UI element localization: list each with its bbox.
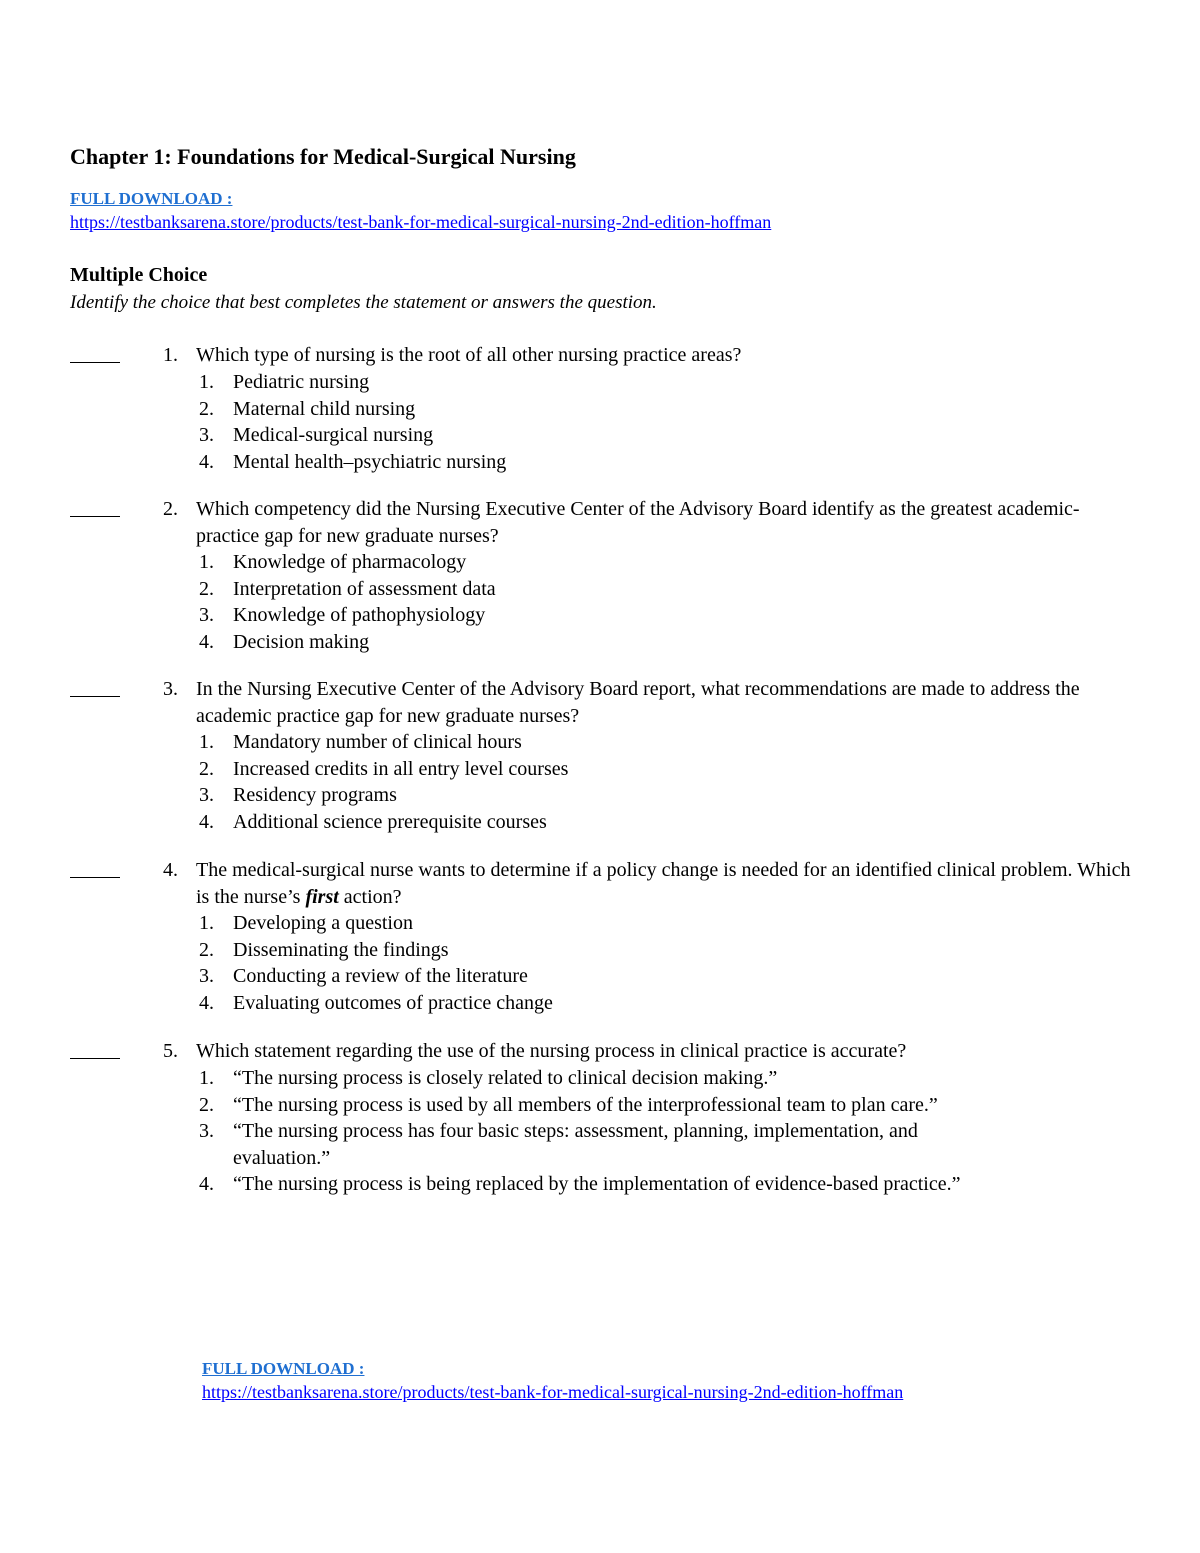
answer-options — [0, 729, 1200, 835]
answer-option — [0, 782, 1200, 809]
option-number: 4. — [199, 1173, 214, 1195]
page-title: Chapter 1: Foundations for Medical-Surgical Nursing — [70, 144, 576, 169]
option-text: “The nursing process is closely related to clinical decision making.” — [233, 1067, 778, 1089]
answer-options — [0, 549, 1200, 655]
answer-option — [0, 963, 1200, 990]
section-heading: Multiple Choice — [70, 264, 208, 286]
answer-blank[interactable] — [70, 362, 120, 363]
option-text: Mental health–psychiatric nursing — [233, 450, 507, 473]
answer-blank[interactable] — [70, 696, 120, 697]
question-stem: Which statement regarding the use of the nursing process in clinical practice is accurate? — [196, 1040, 907, 1062]
option-text: Decision making — [233, 630, 370, 653]
answer-option — [0, 629, 1200, 656]
download-label[interactable]: FULL DOWNLOAD : — [70, 189, 233, 208]
download-block-bottom — [202, 1358, 903, 1404]
option-number: 1. — [199, 912, 214, 934]
option-number: 3. — [199, 424, 214, 446]
option-text: Medical-surgical nursing — [233, 424, 434, 446]
option-number: 2. — [199, 1093, 214, 1116]
option-number: 4. — [199, 630, 214, 653]
question-number: 4. — [163, 859, 178, 881]
option-text: Additional science prerequisite courses — [233, 810, 547, 833]
answer-option — [0, 396, 1200, 423]
stem-emphasis: first — [305, 885, 339, 908]
answer-option — [0, 449, 1200, 476]
answer-option — [0, 1171, 1200, 1198]
option-text: Evaluating outcomes of practice change — [233, 991, 553, 1014]
answer-blank[interactable] — [70, 877, 120, 878]
question-number: 1. — [163, 344, 178, 366]
option-text: Knowledge of pharmacology — [233, 551, 467, 573]
answer-option — [0, 576, 1200, 603]
question-number: 5. — [163, 1040, 178, 1062]
answer-blank[interactable] — [70, 1058, 120, 1059]
option-text: Pediatric nursing — [233, 371, 370, 393]
option-number: 2. — [199, 757, 214, 780]
answer-option — [0, 729, 1200, 756]
option-text: “The nursing process is being replaced by the implementation of evidence-based practice.” — [233, 1173, 961, 1195]
answer-option — [0, 422, 1200, 449]
option-number: 4. — [199, 450, 214, 473]
option-text: Conducting a review of the literature — [233, 965, 528, 987]
question-stem: Which competency did the Nursing Executive Center of the Advisory Board identify as the greatest academic-practice gap for new graduate nurses? — [196, 498, 1080, 547]
option-text: Disseminating the findings — [233, 938, 449, 961]
option-text: Residency programs — [233, 784, 397, 806]
answer-options — [0, 369, 1200, 475]
question-number: 2. — [163, 498, 178, 520]
option-text: Knowledge of pathophysiology — [233, 604, 486, 626]
question-stem — [196, 857, 1136, 910]
answer-option — [0, 937, 1200, 964]
answer-option — [0, 910, 1200, 937]
question-stem: In the Nursing Executive Center of the Advisory Board report, what recommendations are made to address the academic practice gap for new graduate nurses? — [196, 678, 1080, 727]
option-text: Developing a question — [233, 912, 413, 934]
option-number: 3. — [199, 604, 214, 626]
question-stem: Which type of nursing is the root of all other nursing practice areas? — [196, 344, 742, 366]
option-number: 1. — [199, 731, 214, 753]
download-link[interactable]: https://testbanksarena.store/products/test-bank-for-medical-surgical-nursing-2nd-edition-hoffman — [202, 1382, 904, 1402]
option-number: 4. — [199, 991, 214, 1014]
option-number: 1. — [199, 551, 214, 573]
download-label[interactable]: FULL DOWNLOAD : — [202, 1359, 365, 1378]
option-text: “The nursing process has four basic steps: assessment, planning, implementation, and evaluation.” — [233, 1120, 918, 1169]
option-number: 2. — [199, 938, 214, 961]
stem-text: action? — [338, 885, 402, 908]
section-instructions: Identify the choice that best completes the statement or answers the question. — [70, 292, 657, 313]
option-text: Mandatory number of clinical hours — [233, 731, 522, 753]
answer-options — [0, 1065, 1200, 1198]
option-text: Maternal child nursing — [233, 397, 416, 420]
answer-option — [0, 1092, 1200, 1119]
answer-option — [0, 756, 1200, 783]
answer-option — [0, 809, 1200, 836]
download-block-top — [70, 188, 771, 234]
answer-option — [0, 369, 1200, 396]
answer-blank[interactable] — [70, 516, 120, 517]
option-number: 3. — [199, 784, 214, 806]
stem-text: The medical-surgical nurse wants to determine if a policy change is needed for an identified clinical problem. Which is the nurse’s — [196, 859, 1131, 908]
answer-option — [0, 602, 1200, 629]
option-text: Interpretation of assessment data — [233, 577, 496, 600]
option-number: 1. — [199, 1067, 214, 1089]
answer-option — [0, 990, 1200, 1017]
answer-option — [0, 1065, 1200, 1092]
option-number: 4. — [199, 810, 214, 833]
option-number: 3. — [199, 965, 214, 987]
option-text: Increased credits in all entry level courses — [233, 757, 569, 780]
answer-option — [0, 549, 1200, 576]
option-number: 3. — [199, 1120, 214, 1142]
option-number: 2. — [199, 397, 214, 420]
option-text: “The nursing process is used by all members of the interprofessional team to plan care.” — [233, 1093, 938, 1116]
answer-options — [0, 910, 1200, 1016]
answer-option — [0, 1118, 1200, 1171]
option-number: 1. — [199, 371, 214, 393]
option-number: 2. — [199, 577, 214, 600]
download-link[interactable]: https://testbanksarena.store/products/test-bank-for-medical-surgical-nursing-2nd-edition-hoffman — [70, 212, 772, 232]
question-number: 3. — [163, 678, 178, 700]
